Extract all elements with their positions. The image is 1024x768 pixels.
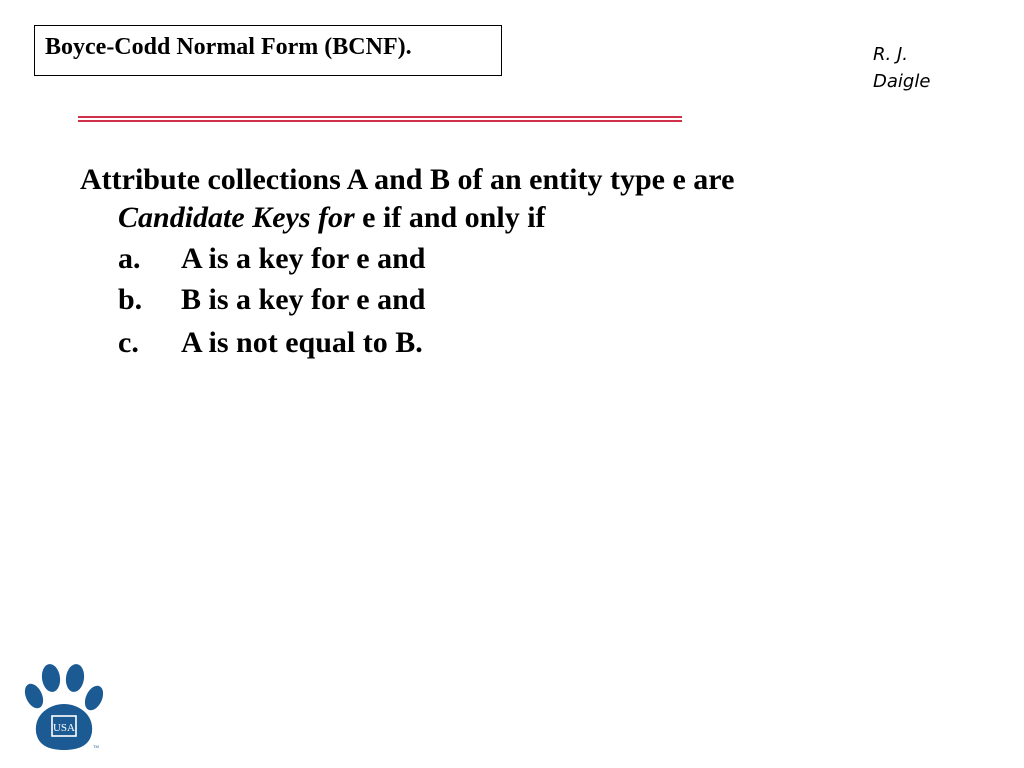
paw-toe-3 [64, 663, 86, 693]
author-line-2: Daigle [873, 71, 931, 92]
body-line-1: Attribute collections A and B of an entity type e are [80, 163, 735, 196]
list-item-text: A is a key for e and [181, 242, 426, 275]
paw-logo-graphic [22, 662, 108, 752]
list-item-marker: a. [118, 242, 141, 275]
paw-logo-icon [22, 662, 108, 752]
title-box [34, 25, 502, 76]
paw-toe-4 [81, 683, 106, 713]
slide-title: Boyce-Codd Normal Form (BCNF). [45, 34, 412, 60]
divider-rule-bottom [78, 120, 682, 122]
paw-toe-1 [22, 681, 47, 711]
list-item-marker: c. [118, 326, 139, 359]
body-line-2 [118, 201, 546, 235]
paw-toe-2 [40, 663, 62, 693]
candidate-keys-term: Candidate Keys for [118, 201, 355, 234]
list-item-marker: b. [118, 283, 143, 316]
logo-text: USA [52, 722, 76, 734]
body-line-2-rest: e if and only if [354, 201, 546, 234]
list-item-text: B is a key for e and [181, 283, 426, 316]
divider-rule-top [78, 116, 682, 118]
author-line-1: R. J. [873, 44, 908, 65]
logo-trademark: TM [93, 744, 99, 749]
author [873, 41, 930, 95]
list-item-text: A is not equal to B. [181, 326, 423, 359]
